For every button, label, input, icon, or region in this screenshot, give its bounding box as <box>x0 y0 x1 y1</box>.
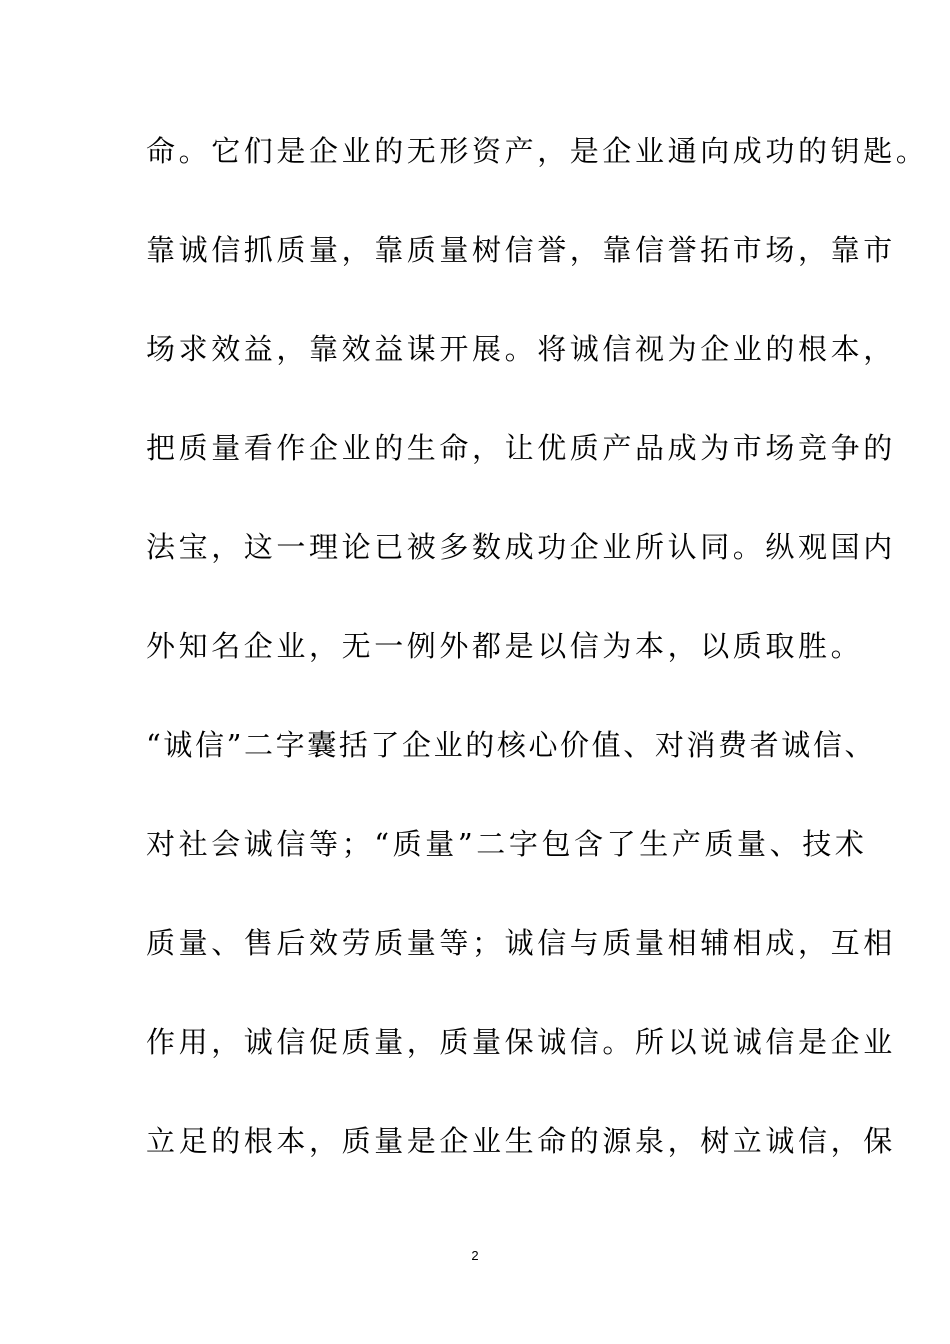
body-text-line: “诚信”二字囊括了企业的核心价值、对消费者诚信、 <box>146 728 877 762</box>
body-text-line: 作用，诚信促质量，质量保诚信。所以说诚信是企业 <box>146 1025 896 1059</box>
body-text-line: 对社会诚信等；“质量”二字包含了生产质量、技术 <box>146 827 868 861</box>
body-text-line: 靠诚信抓质量，靠质量树信誉，靠信誉拓市场，靠市 <box>146 233 896 267</box>
body-text-line: 质量、售后效劳质量等；诚信与质量相辅相成，互相 <box>146 926 896 960</box>
body-text-line: 法宝，这一理论已被多数成功企业所认同。纵观国内 <box>146 530 896 564</box>
body-text-line: 场求效益，靠效益谋开展。将诚信视为企业的根本， <box>146 332 896 366</box>
page-number: 2 <box>471 1248 479 1263</box>
body-text-line: 外知名企业，无一例外都是以信为本，以质取胜。 <box>146 629 864 663</box>
body-text-line: 立足的根本，质量是企业生命的源泉，树立诚信，保 <box>146 1124 896 1158</box>
body-text-line: 命。它们是企业的无形资产，是企业通向成功的钥匙。 <box>146 134 929 168</box>
body-text-line: 把质量看作企业的生命，让优质产品成为市场竞争的 <box>146 431 896 465</box>
